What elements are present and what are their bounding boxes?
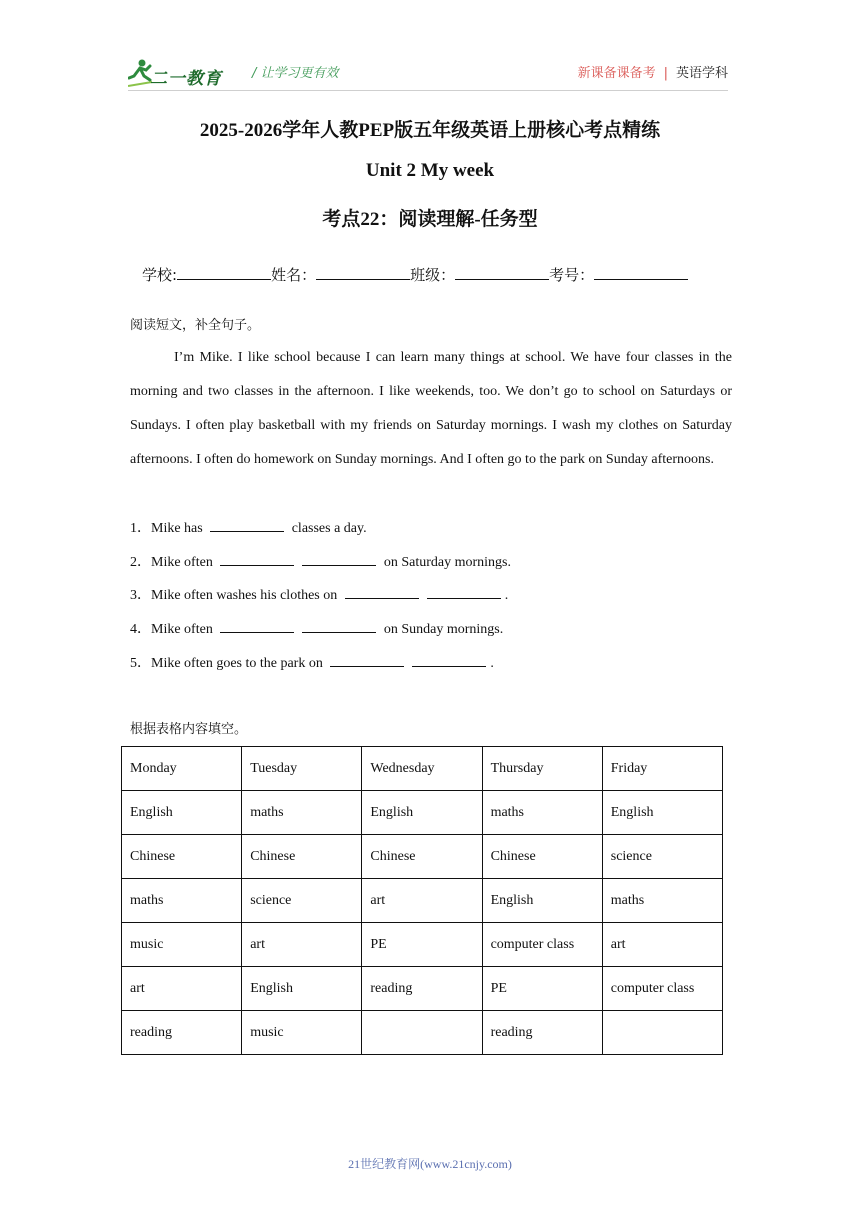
class-label: 班级：	[410, 266, 456, 284]
table-row	[122, 879, 723, 923]
table-cell: Chinese	[362, 835, 482, 879]
header-divider	[128, 90, 728, 91]
table-cell: English	[602, 791, 722, 835]
table-row	[122, 923, 723, 967]
table-cell: Chinese	[482, 835, 602, 879]
table-cell: maths	[122, 879, 242, 923]
question-4	[130, 618, 503, 638]
table-cell: Thursday	[482, 747, 602, 791]
table-cell: PE	[482, 967, 602, 1011]
school-label: 学校:	[142, 266, 178, 284]
table-cell: Chinese	[242, 835, 362, 879]
table-cell	[602, 1011, 722, 1055]
table-row	[122, 791, 723, 835]
table-cell: art	[242, 923, 362, 967]
name-blank[interactable]	[316, 265, 410, 280]
student-info-line	[142, 264, 688, 285]
table-cell: art	[122, 967, 242, 1011]
question-text-before: Mike often	[151, 555, 213, 570]
answer-blank[interactable]	[412, 654, 486, 667]
logo-text: 二一教育	[150, 69, 222, 89]
section2-instruction: 根据表格内容填空。	[130, 722, 248, 737]
reading-passage: I’m Mike. I like school because I can learn many things at school. We have four classes in the morning and two classes in the afternoon. I like weekends, too. We don’t go to school on Saturdays or Sundays. I often play basketball with my friends on Saturday mornings. I wash my clothes on Saturday afternoons. I often do homework on Sunday mornings. And I often go to the park on Sunday afternoons.	[130, 350, 732, 467]
question-3	[130, 584, 508, 604]
table-cell: English	[482, 879, 602, 923]
table-cell: reading	[362, 967, 482, 1011]
question-text-before: Mike has	[151, 521, 203, 536]
question-text-before: Mike often goes to the park on	[151, 656, 323, 671]
table-cell: maths	[242, 791, 362, 835]
table-cell: computer class	[482, 923, 602, 967]
question-number: 2．	[130, 555, 151, 570]
table-cell	[362, 1011, 482, 1055]
answer-blank[interactable]	[220, 553, 294, 566]
school-blank[interactable]	[177, 265, 271, 280]
answer-blank[interactable]	[302, 620, 376, 633]
main-title: 2025-2026学年人教PEP版五年级英语上册核心考点精练	[199, 120, 661, 141]
question-text-after: on Sunday mornings.	[383, 622, 504, 637]
page-footer[interactable]: 21世纪教育网(www.21cnjy.com)	[348, 1157, 512, 1171]
header-separator: |	[663, 66, 668, 81]
point-title: 考点22：阅读理解-任务型	[322, 209, 538, 230]
table-cell: English	[362, 791, 482, 835]
question-5	[130, 652, 494, 672]
question-text-after: .	[490, 656, 494, 671]
question-text-after: classes a day.	[291, 521, 367, 536]
table-cell: English	[122, 791, 242, 835]
question-2	[130, 551, 511, 571]
name-label: 姓名：	[271, 266, 317, 284]
question-text-after: .	[504, 588, 509, 603]
table-cell: music	[122, 923, 242, 967]
runner-logo-icon	[128, 58, 152, 88]
question-number: 3．	[130, 588, 151, 603]
table-cell: science	[602, 835, 722, 879]
table-cell: English	[242, 967, 362, 1011]
table-cell: computer class	[602, 967, 722, 1011]
class-blank[interactable]	[455, 265, 549, 280]
answer-blank[interactable]	[330, 654, 404, 667]
table-cell: art	[362, 879, 482, 923]
answer-blank[interactable]	[302, 553, 376, 566]
table-cell: Wednesday	[362, 747, 482, 791]
question-number: 4．	[130, 622, 151, 637]
answer-blank[interactable]	[427, 586, 501, 599]
question-1	[130, 517, 367, 537]
table-cell: music	[242, 1011, 362, 1055]
question-number: 5．	[130, 656, 151, 671]
question-text-before: Mike often washes his clothes on	[151, 588, 338, 603]
table-cell: science	[242, 879, 362, 923]
table-cell: reading	[122, 1011, 242, 1055]
table-row	[122, 835, 723, 879]
section1-instruction: 阅读短文，补全句子。	[130, 318, 261, 333]
header-course-label: 新课备课备考	[577, 66, 656, 81]
header-right	[578, 62, 728, 81]
table-cell: reading	[482, 1011, 602, 1055]
question-text-before: Mike often	[151, 622, 213, 637]
table-cell: Chinese	[122, 835, 242, 879]
answer-blank[interactable]	[210, 519, 284, 532]
table-cell: Tuesday	[242, 747, 362, 791]
logo	[128, 58, 238, 90]
table-cell: Monday	[122, 747, 242, 791]
timetable	[121, 746, 723, 1055]
table-row	[122, 967, 723, 1011]
question-number: 1．	[130, 521, 151, 536]
header-subject-label: 英语学科	[675, 66, 728, 81]
table-cell: Friday	[602, 747, 722, 791]
table-row	[122, 1011, 723, 1055]
unit-title: Unit 2 My week	[365, 160, 495, 181]
table-cell: art	[602, 923, 722, 967]
question-text-after: on Saturday mornings.	[383, 555, 511, 570]
answer-blank[interactable]	[220, 620, 294, 633]
number-label: 考号：	[549, 266, 595, 284]
table-cell: PE	[362, 923, 482, 967]
table-header-row	[122, 747, 723, 791]
page-header	[128, 50, 728, 92]
answer-blank[interactable]	[345, 586, 419, 599]
number-blank[interactable]	[594, 265, 688, 280]
table-cell: maths	[482, 791, 602, 835]
table-cell: maths	[602, 879, 722, 923]
header-slogan: / 让学习更有效	[252, 66, 339, 81]
